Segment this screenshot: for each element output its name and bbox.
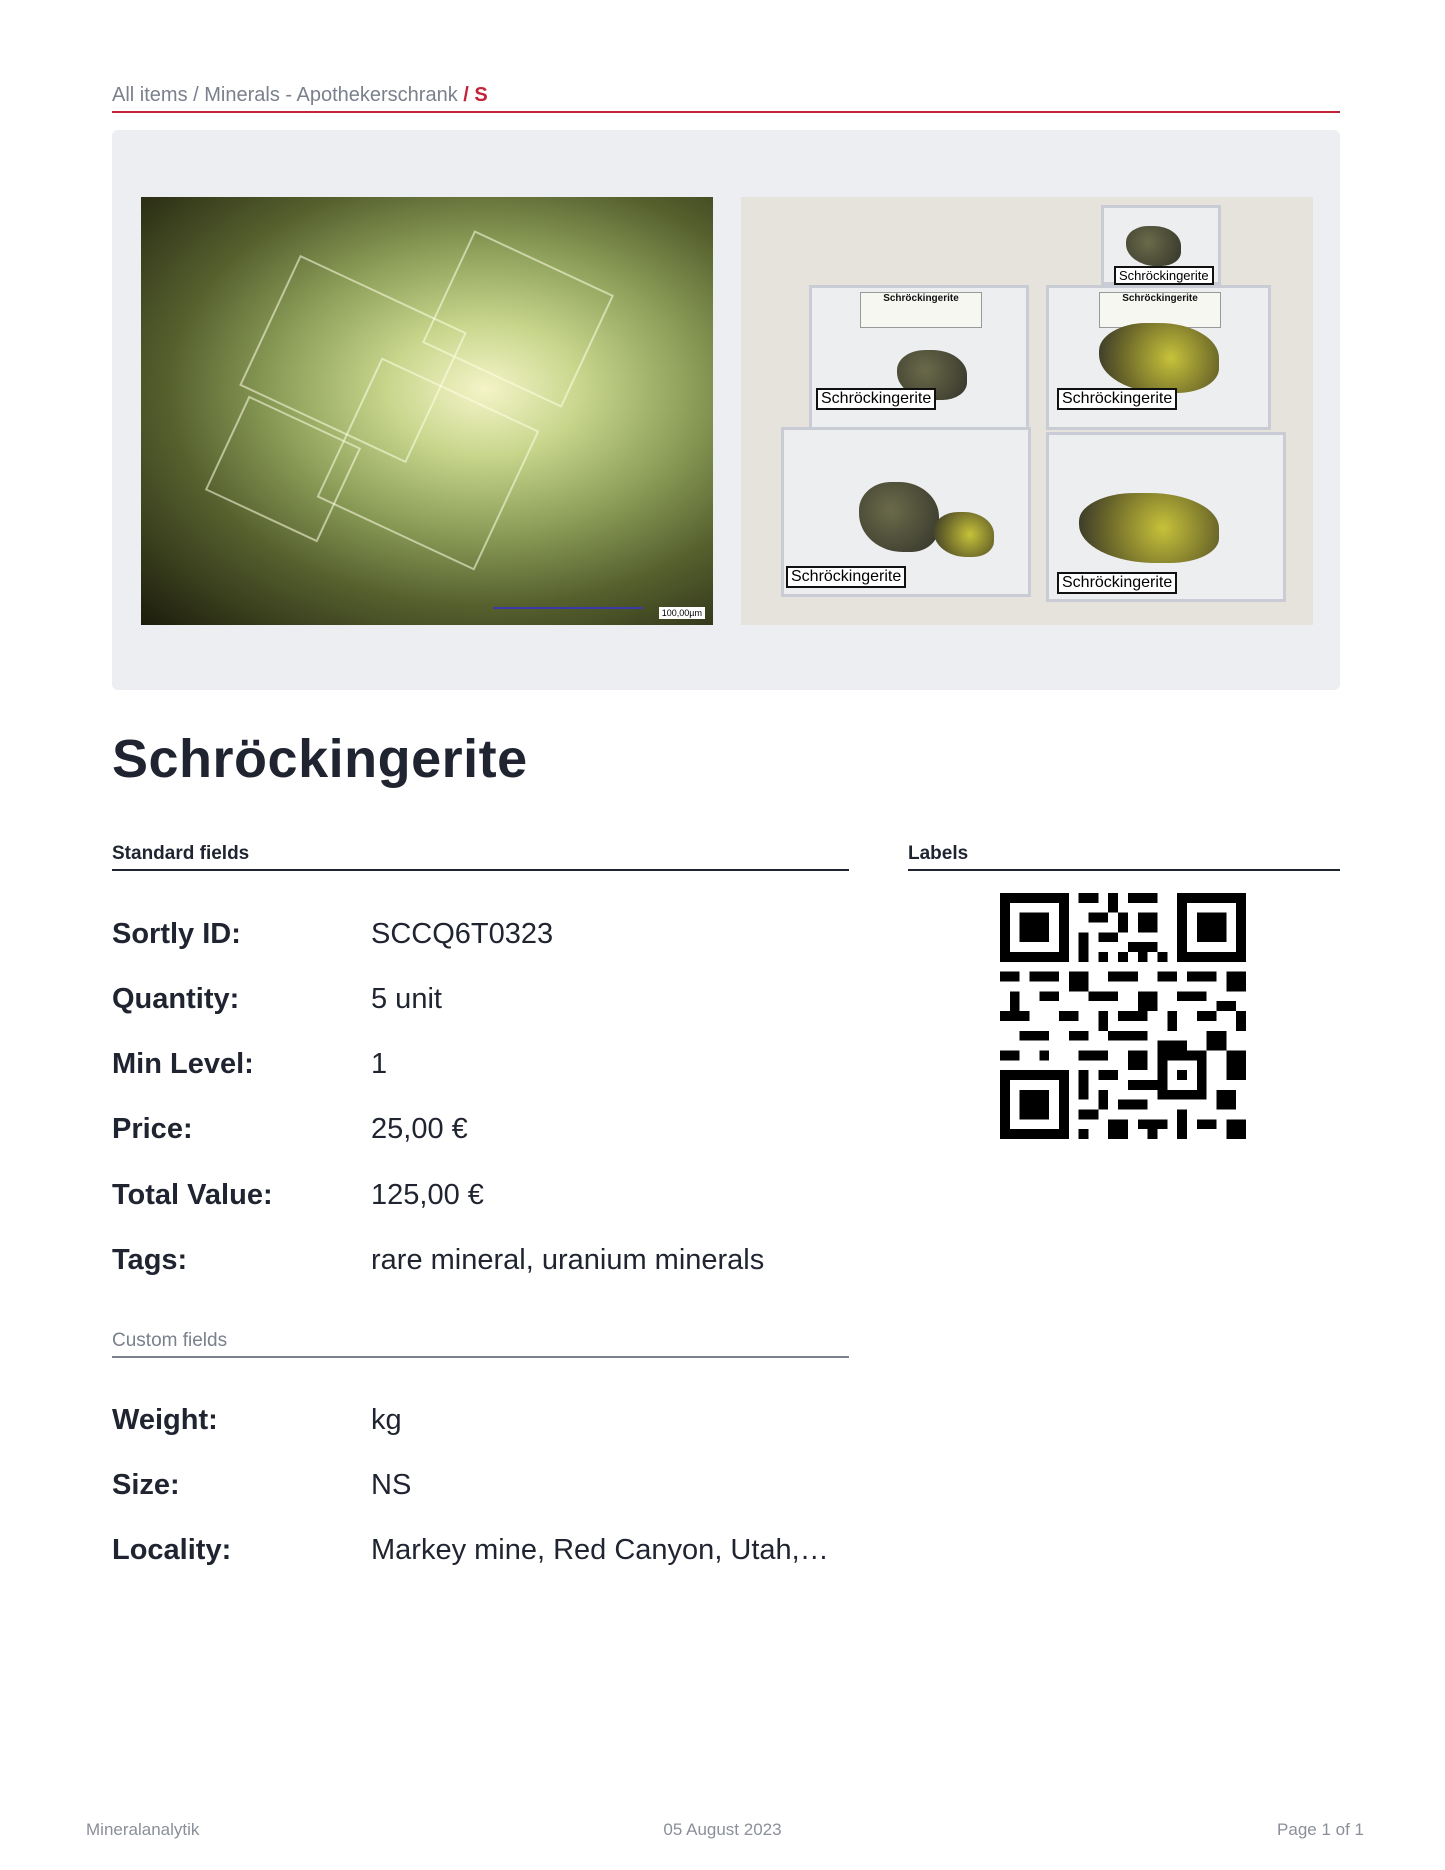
specimen-box	[1046, 285, 1271, 430]
mineral-specimen	[1099, 323, 1219, 393]
specimen-card: Schröckingerite	[1099, 292, 1221, 328]
footer-page-number: Page 1 of 1	[1277, 1820, 1364, 1839]
mineral-specimen	[1079, 493, 1219, 563]
field-label: Size:	[112, 1469, 180, 1501]
specimen-card: Schröckingerite	[860, 292, 982, 328]
mineral-specimen	[859, 482, 939, 552]
breadcrumb	[112, 84, 1340, 113]
specimen-label: Schröckingerite	[1057, 388, 1177, 410]
specimen-box	[809, 285, 1029, 430]
field-value: NS	[371, 1469, 412, 1501]
breadcrumb-current: S	[474, 84, 488, 106]
field-label: Weight:	[112, 1404, 218, 1436]
item-title: Schröckingerite	[112, 729, 528, 789]
field-value: 1	[371, 1048, 388, 1080]
photo-gallery	[112, 130, 1340, 690]
breadcrumb-separator: /	[193, 84, 205, 106]
field-label: Min Level:	[112, 1048, 254, 1080]
specimen-label: Schröckingerite	[786, 566, 906, 588]
specimen-box	[1046, 432, 1286, 602]
specimen-label: Schröckingerite	[816, 388, 936, 410]
footer-company: Mineralanalytik	[86, 1820, 200, 1839]
specimen-label: Schröckingerite	[1114, 266, 1214, 285]
breadcrumb-link-all-items[interactable]: All items	[112, 84, 188, 106]
breadcrumb-link-minerals[interactable]: Minerals - Apothekerschrank	[204, 84, 458, 106]
field-label: Sortly ID:	[112, 918, 241, 950]
mineral-specimen	[1126, 226, 1181, 266]
footer-date: 05 August 2023	[663, 1820, 782, 1839]
field-value: Markey mine, Red Canyon, Utah,…	[371, 1534, 829, 1566]
crystal-plate	[422, 230, 614, 407]
specimen-box	[1101, 205, 1221, 285]
specimen-label: Schröckingerite	[1057, 572, 1177, 594]
field-label: Quantity:	[112, 983, 240, 1015]
breadcrumb-separator-current: /	[463, 84, 475, 106]
mineral-specimen	[934, 512, 994, 557]
specimen-box	[781, 427, 1031, 597]
custom-fields-heading: Custom fields	[112, 1330, 849, 1358]
field-value: kg	[371, 1404, 402, 1436]
field-value: 5 unit	[371, 983, 442, 1015]
labels-heading: Labels	[908, 843, 1340, 871]
specimen-boxes-photo[interactable]	[741, 197, 1313, 625]
field-value: SCCQ6T0323	[371, 918, 554, 950]
scale-bar-label: 100,00µm	[659, 607, 705, 619]
field-label: Tags:	[112, 1244, 188, 1276]
field-label: Total Value:	[112, 1179, 273, 1211]
scale-bar-line	[493, 607, 643, 609]
field-label: Locality:	[112, 1534, 232, 1566]
microscope-photo[interactable]	[141, 197, 713, 625]
field-value: 125,00 €	[371, 1179, 484, 1211]
field-value: 25,00 €	[371, 1113, 468, 1145]
qr-code-icon	[1000, 893, 1246, 1139]
field-value: rare mineral, uranium minerals	[371, 1244, 765, 1276]
standard-fields-heading: Standard fields	[112, 843, 849, 871]
field-label: Price:	[112, 1113, 193, 1145]
